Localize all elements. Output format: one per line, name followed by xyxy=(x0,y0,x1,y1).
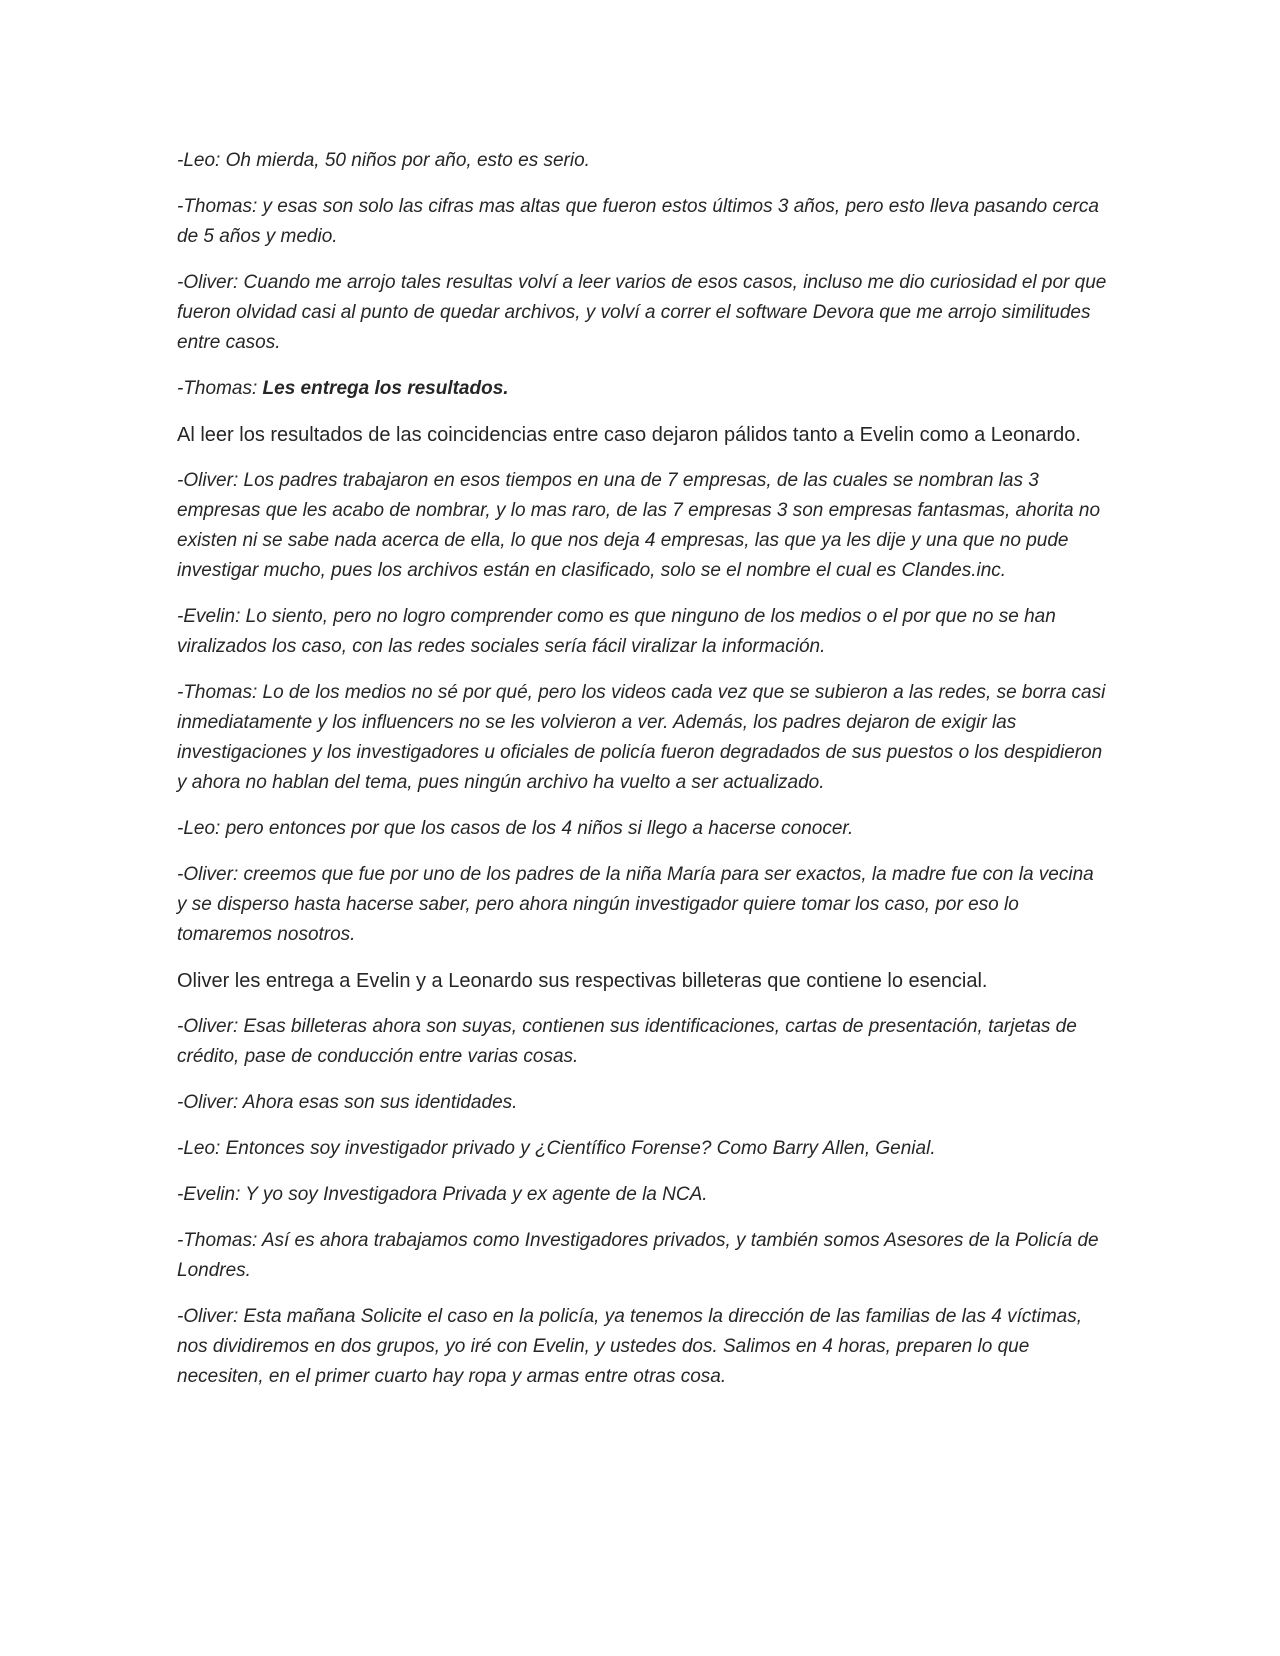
narration-paragraph: Oliver les entrega a Evelin y a Leonardo sus respectivas billeteras que contiene lo esencial. xyxy=(177,970,988,992)
dialogue-paragraph: -Thomas: y esas son solo las cifras mas altas que fueron estos últimos 3 años, pero esto lleva pasando cerca de 5 años y medio. xyxy=(177,196,1099,247)
dialogue-paragraph: -Leo: pero entonces por que los casos de los 4 niños si llego a hacerse conocer. xyxy=(177,818,854,839)
dialogue-paragraph: -Thomas: Lo de los medios no sé por qué, pero los videos cada vez que se subieron a las redes, se borra casi inmediatamente y los influencers no se les volvieron a ver. Además, los padres dejaron de exigir las investigaciones y los investigadores u oficiales de policía fueron degradados de sus puestos o los despidieron y ahora no hablan del tema, pues ningún archivo ha vuelto a ser actualizado. xyxy=(177,682,1106,793)
dialogue-paragraph: -Oliver: Ahora esas son sus identidades. xyxy=(177,1092,518,1113)
dialogue-paragraph: -Oliver: Esas billeteras ahora son suyas, contienen sus identificaciones, cartas de presentación, tarjetas de crédito, pase de conducción entre varias cosas. xyxy=(177,1016,1077,1067)
dialogue-paragraph: -Leo: Entonces soy investigador privado y ¿Científico Forense? Como Barry Allen, Genial. xyxy=(177,1138,936,1159)
dialogue-paragraph: -Oliver: Los padres trabajaron en esos tiempos en una de 7 empresas, de las cuales se nombran las 3 empresas que les acabo de nombrar, y lo mas raro, de las 7 empresas 3 son empresas fantasmas, ahorita no existen ni se sabe nada acerca de ella, lo que nos deja 4 empresas, las que ya les dije y una que no pude investigar mucho, pues los archivos están en clasificado, solo se el nombre el cual es Clandes.inc. xyxy=(177,470,1101,581)
dialogue-paragraph: -Leo: Oh mierda, 50 niños por año, esto es serio. xyxy=(177,150,590,171)
dialogue-paragraph: -Oliver: Cuando me arrojo tales resultas volví a leer varios de esos casos, incluso me dio curiosidad el por que fueron olvidad casi al punto de quedar archivos, y volví a correr el software Devora que me arrojo similitudes entre casos. xyxy=(177,272,1107,353)
dialogue-action-paragraph xyxy=(177,374,1107,404)
narration-paragraph: Al leer los resultados de las coincidencias entre caso dejaron pálidos tanto a Evelin como a Leonardo. xyxy=(177,424,1081,446)
document-body xyxy=(177,146,1107,1408)
dialogue-paragraph: -Evelin: Lo siento, pero no logro comprender como es que ninguno de los medios o el por que no se han viralizados los caso, con las redes sociales sería fácil viralizar la información. xyxy=(177,606,1056,657)
dialogue-paragraph: -Oliver: creemos que fue por uno de los padres de la niña María para ser exactos, la madre fue con la vecina y se disperso hasta hacerse saber, pero ahora ningún investigador quiere tomar los caso, por eso lo tomaremos nosotros. xyxy=(177,864,1094,945)
stage-direction: Les entrega los resultados. xyxy=(262,378,509,399)
dialogue-paragraph: -Thomas: Así es ahora trabajamos como Investigadores privados, y también somos Asesores de la Policía de Londres. xyxy=(177,1230,1099,1281)
dialogue-paragraph: -Evelin: Y yo soy Investigadora Privada y ex agente de la NCA. xyxy=(177,1184,708,1205)
dialogue-paragraph: -Oliver: Esta mañana Solicite el caso en la policía, ya tenemos la dirección de las familias de las 4 víctimas, nos dividiremos en dos grupos, yo iré con Evelin, y ustedes dos. Salimos en 4 horas, preparen lo que necesiten, en el primer cuarto hay ropa y armas entre otras cosa. xyxy=(177,1306,1083,1387)
speaker-label: -Thomas: xyxy=(177,378,263,399)
